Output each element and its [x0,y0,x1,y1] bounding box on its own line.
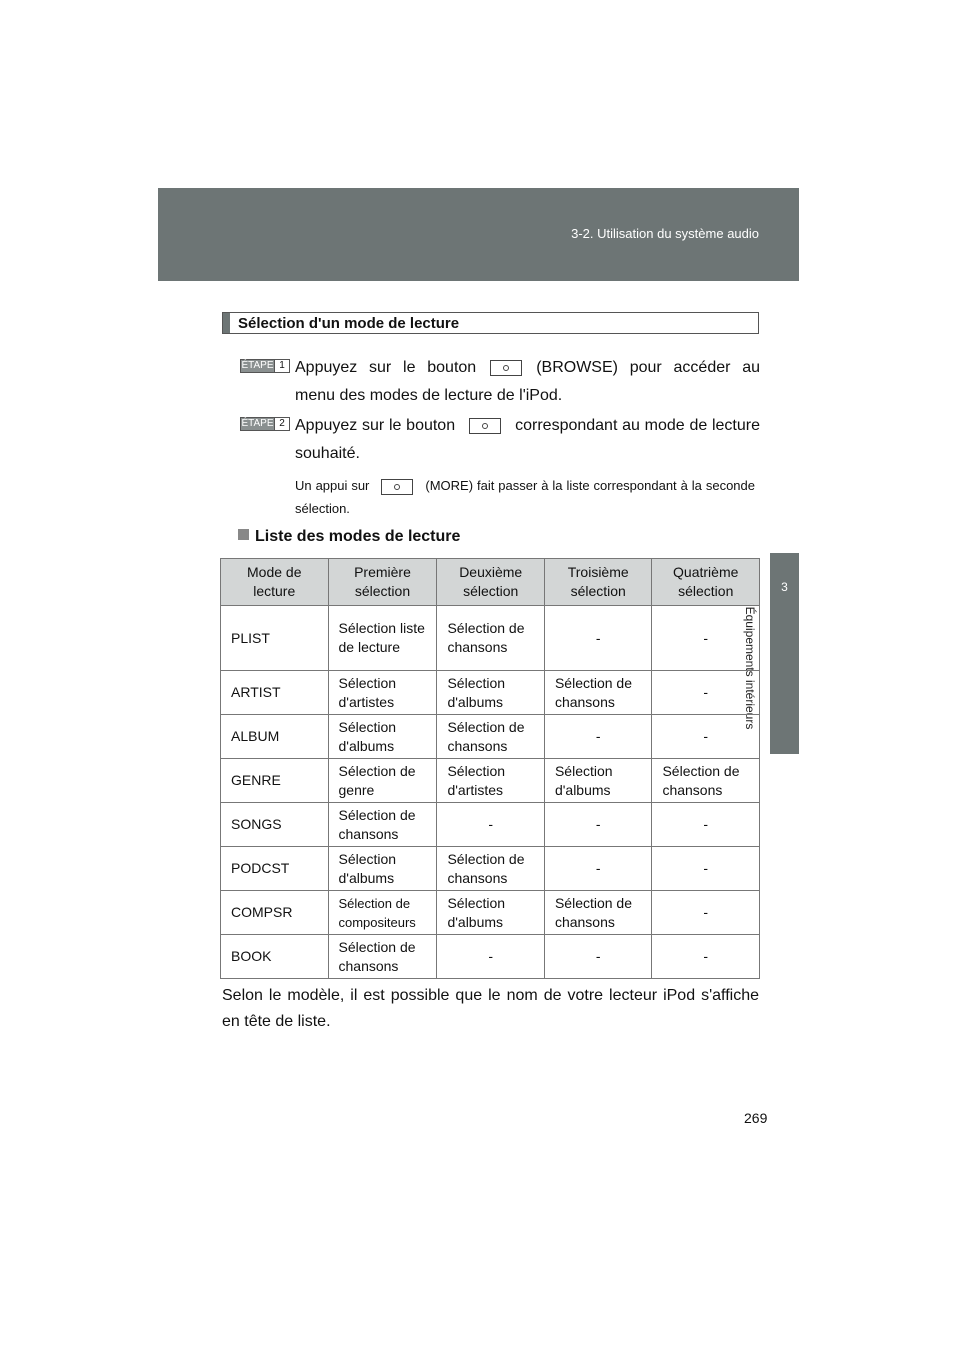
header-band [158,188,799,281]
step-text: (BROWSE) pour accéder au menu des modes de lecture de l'iPod. [295,359,760,404]
table-row: COMPSR Sélection de compositeurs Sélection d'albums Sélection de chansons - [221,891,760,935]
column-header: Troisième sélection [544,559,652,606]
square-bullet-icon [238,529,249,540]
modes-table [220,558,760,979]
note: Un appui sur (MORE) fait passer à la liste correspondant à la seconde sélection. [295,478,755,516]
more-button-icon [381,479,413,495]
page-number: 269 [744,1110,768,1126]
table-row: PODCST Sélection d'albums Sélection de chansons - - [221,847,760,891]
chapter-label: Équipements intérieurs [743,606,757,730]
step-badge: ÉTAPE 2 [240,417,290,431]
section-title-box [222,312,759,334]
step-2 [240,412,760,468]
table-row: ARTIST Sélection d'artistes Sélection d'albums Sélection de chansons - [221,671,760,715]
footer-note: Selon le modèle, il est possible que le nom de votre lecteur iPod s'affiche en tête de liste. [222,987,759,1030]
step-badge: ÉTAPE 1 [240,359,290,373]
browse-button-icon [490,360,522,376]
column-header: Deuxième sélection [437,559,545,606]
step-1 [240,354,760,410]
column-header: Quatrième sélection [652,559,760,606]
step-text: Appuyez sur le bouton [295,417,456,434]
table-row: PLIST Sélection liste de lecture Sélection de chansons - - [221,606,760,671]
section-breadcrumb: 3-2. Utilisation du système audio [571,226,759,241]
chapter-number: 3 [781,580,788,594]
table-row: GENRE Sélection de genre Sélection d'artistes Sélection d'albums Sélection de chansons [221,759,760,803]
table-row: BOOK Sélection de chansons - - - [221,935,760,979]
column-header: Première sélection [328,559,437,606]
subheading: Liste des modes de lecture [238,528,460,546]
step-text: correspondant au mode de lecture souhaité. [295,417,760,462]
chapter-tab [770,553,799,754]
section-title: Sélection d'un mode de lecture [238,314,460,332]
mode-button-icon [469,418,501,434]
table-header-row [221,559,760,606]
column-header: Mode de lecture [221,559,329,606]
table-row: ALBUM Sélection d'albums Sélection de chansons - - [221,715,760,759]
step-text: Appuyez sur le bouton [295,359,477,376]
table-row: SONGS Sélection de chansons - - - [221,803,760,847]
